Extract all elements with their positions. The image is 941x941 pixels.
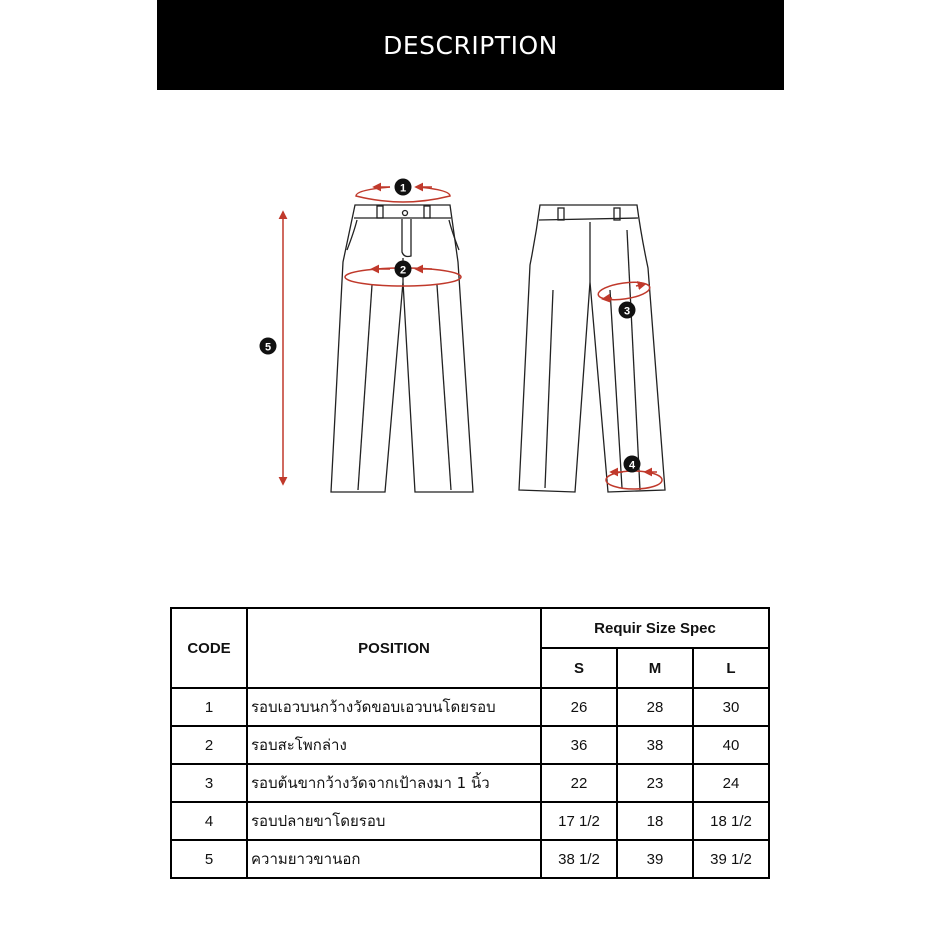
header-title: DESCRIPTION	[383, 30, 558, 60]
row-code: 4	[171, 802, 247, 840]
size-spec-table	[170, 607, 770, 879]
marker-4	[624, 456, 641, 473]
row-size-l: 39 1/2	[693, 840, 769, 878]
row-size-l: 30	[693, 688, 769, 726]
row-position: ความยาวขานอก	[247, 840, 541, 878]
row-size-l: 24	[693, 764, 769, 802]
header-size-s: S	[541, 648, 617, 688]
marker-1	[395, 179, 412, 196]
svg-text:1: 1	[399, 182, 407, 195]
svg-text:4: 4	[628, 459, 636, 472]
row-size-s: 22	[541, 764, 617, 802]
back-pants-drawing	[519, 205, 665, 492]
marker-5	[260, 338, 277, 355]
row-size-s: 38 1/2	[541, 840, 617, 878]
svg-text:2: 2	[399, 264, 407, 277]
marker-3	[619, 302, 636, 319]
row-size-m: 23	[617, 764, 693, 802]
svg-text:3: 3	[623, 305, 631, 318]
header-code: CODE	[171, 608, 247, 688]
header-size-spec: Requir Size Spec	[541, 608, 769, 648]
table-row	[171, 726, 769, 764]
row-code: 1	[171, 688, 247, 726]
marker-2	[395, 261, 412, 278]
front-pants-drawing	[331, 205, 473, 492]
row-position: รอบเอวบนกว้างวัดขอบเอวบนโดยรอบ	[247, 688, 541, 726]
row-position: รอบสะโพกล่าง	[247, 726, 541, 764]
header-position: POSITION	[247, 608, 541, 688]
row-size-m: 38	[617, 726, 693, 764]
row-size-s: 26	[541, 688, 617, 726]
row-size-l: 18 1/2	[693, 802, 769, 840]
row-size-m: 18	[617, 802, 693, 840]
row-size-s: 36	[541, 726, 617, 764]
row-size-m: 39	[617, 840, 693, 878]
header-size-m: M	[617, 648, 693, 688]
header-size-l: L	[693, 648, 769, 688]
row-code: 2	[171, 726, 247, 764]
svg-text:5: 5	[264, 341, 272, 354]
table-row	[171, 688, 769, 726]
table-row	[171, 764, 769, 802]
row-position: รอบปลายขาโดยรอบ	[247, 802, 541, 840]
row-code: 3	[171, 764, 247, 802]
row-code: 5	[171, 840, 247, 878]
row-size-l: 40	[693, 726, 769, 764]
row-size-s: 17 1/2	[541, 802, 617, 840]
table-row	[171, 840, 769, 878]
row-size-m: 28	[617, 688, 693, 726]
row-position: รอบต้นขากว้างวัดจากเป้าลงมา 1 นิ้ว	[247, 764, 541, 802]
table-row	[171, 802, 769, 840]
